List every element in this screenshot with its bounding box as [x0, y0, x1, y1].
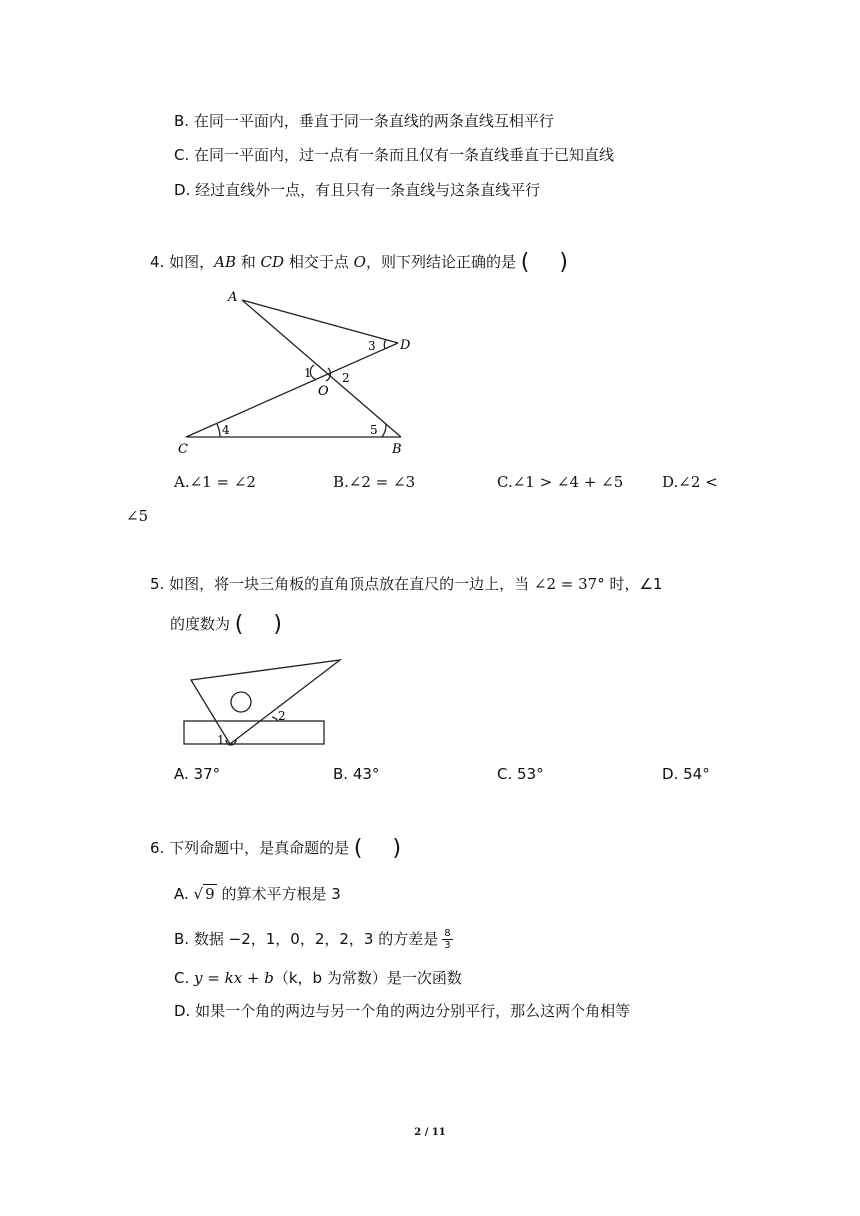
- q5-stem-angle: ∠2 = 37°: [533, 575, 605, 593]
- q3-option-b: [174, 111, 554, 131]
- q5-label-1: 1: [217, 733, 225, 747]
- q5-paren-close: ): [273, 612, 282, 637]
- q6-fraction-numerator: 8: [444, 928, 451, 939]
- q6-sqrt: √ 9: [193, 885, 215, 903]
- q4-figure: [170, 285, 430, 460]
- q4-stem-mid: 相交于点: [288, 253, 349, 271]
- q4-label-2: 2: [342, 371, 350, 385]
- q4-segment-ab: [242, 300, 401, 437]
- q4-o: O: [353, 253, 366, 271]
- q4-option-d-wrap: ∠5: [126, 507, 149, 525]
- q3-option-c-text: 在同一平面内，过一点有一条而且仅有一条直线垂直于已知直线: [194, 146, 615, 164]
- q4-option-d: [662, 472, 718, 492]
- q5-triangle: [191, 660, 340, 744]
- q6-paren-open: (: [353, 836, 363, 861]
- q6-option-c-letter: C.: [174, 969, 190, 987]
- q5-number: 5.: [150, 575, 165, 593]
- q4-label-a: A: [228, 290, 238, 305]
- q3-option-c: [174, 145, 614, 165]
- q5-stem-line1: [150, 574, 662, 594]
- q6-paren-close: ): [392, 836, 402, 861]
- q5-option-b-letter: B.: [333, 765, 349, 783]
- q5-paren-open: (: [234, 612, 244, 637]
- q4-stem-post: ，则下列结论正确的是: [365, 253, 516, 271]
- q4-paren-open: (: [520, 250, 530, 275]
- q4-cd: CD: [260, 253, 285, 271]
- q6-option-c-text: （k，b 为常数）是一次函数: [273, 969, 462, 987]
- q5-option-b: [333, 764, 379, 784]
- q4-and: 和: [240, 253, 256, 271]
- q5-triangle-hole: [231, 692, 251, 712]
- q6-option-b-text: 数据: [193, 930, 224, 948]
- q6-option-a-text: 的算术平方根是: [221, 885, 327, 903]
- q6-option-d: [174, 1001, 630, 1021]
- q4-label-3: 3: [368, 339, 376, 353]
- q4-arc-5: [382, 424, 386, 437]
- q6-number: 6.: [150, 839, 165, 857]
- q4-option-b: [333, 472, 415, 492]
- q5-stem-when: 时，∠1: [609, 575, 663, 593]
- q5-label-2: 2: [278, 709, 286, 723]
- q6-option-a-value: 3: [331, 885, 341, 903]
- page-number: 2 / 11: [414, 1127, 446, 1138]
- q4-option-d-text: ∠2 <: [678, 473, 718, 491]
- q6-option-c: [174, 968, 462, 988]
- q5-option-a-text: 37°: [193, 765, 221, 783]
- q3-option-b-text: 在同一平面内，垂直于同一条直线的两条直线互相平行: [193, 112, 554, 130]
- q4-label-4: 4: [222, 423, 230, 437]
- q4-option-b-letter: B.: [333, 473, 349, 491]
- q4-label-5: 5: [370, 423, 378, 437]
- q4-arc-3: [384, 339, 386, 349]
- q5-option-d-letter: D.: [662, 765, 679, 783]
- q4-stem-pre: 如图，: [169, 253, 215, 271]
- q5-option-c-letter: C.: [497, 765, 513, 783]
- q4-option-a: [174, 472, 256, 492]
- q6-fraction: [442, 928, 452, 951]
- q5-ruler: [184, 721, 324, 744]
- q5-option-d: [662, 764, 710, 784]
- q6-option-b-letter: B.: [174, 930, 190, 948]
- q3-option-d-text: 经过直线外一点，有且只有一条直线与这条直线平行: [195, 181, 541, 199]
- q3-option-b-letter: B.: [174, 112, 190, 130]
- q4-option-b-text: ∠2 = ∠3: [348, 473, 416, 491]
- q4-segment-cd: [186, 343, 398, 437]
- q6-fraction-denominator: 3: [444, 940, 451, 951]
- q6-option-c-formula: y = kx + b: [194, 969, 274, 987]
- q4-option-a-text: ∠1 = ∠2: [189, 473, 256, 491]
- q5-figure: [180, 655, 350, 750]
- q4-label-1: 1: [304, 366, 312, 380]
- q5-stem-line2-text: 的度数为: [170, 615, 231, 633]
- q6-stem: [150, 838, 401, 859]
- q6-stem-text: 下列命题中，是真命题的是: [169, 839, 350, 857]
- q3-option-d: [174, 180, 540, 200]
- q6-option-a: [174, 884, 341, 904]
- q4-option-a-letter: A.: [174, 473, 190, 491]
- q5-option-d-text: 54°: [683, 765, 710, 783]
- q4-arc-4: [217, 424, 220, 437]
- q4-segment-ad: [242, 300, 398, 343]
- q6-option-a-letter: A.: [174, 885, 189, 903]
- q5-option-a: [174, 764, 220, 784]
- q4-option-c-text: ∠1 > ∠4 + ∠5: [512, 473, 624, 491]
- q5-stem-text: 如图，将一块三角板的直角顶点放在直尺的一边上，当: [169, 575, 530, 593]
- q4-paren-close: ): [559, 250, 568, 275]
- q5-option-a-letter: A.: [174, 765, 189, 783]
- q4-label-b: B: [392, 442, 402, 457]
- q4-number: 4.: [150, 253, 165, 271]
- q5-option-c: [497, 764, 544, 784]
- q5-option-c-text: 53°: [517, 765, 544, 783]
- q3-option-c-letter: C.: [174, 146, 190, 164]
- q4-option-c: [497, 472, 623, 492]
- q6-option-b-text2: 的方差是: [378, 930, 439, 948]
- q4-label-o: O: [318, 384, 329, 399]
- q6-option-d-letter: D.: [174, 1002, 191, 1020]
- q6-option-b: [174, 928, 453, 951]
- q5-stem-line2: [170, 614, 282, 635]
- q4-ab: AB: [214, 253, 236, 271]
- q5-option-b-text: 43°: [352, 765, 380, 783]
- q6-option-b-data: −2，1，0，2，2，3: [228, 930, 374, 948]
- q4-label-d: D: [400, 338, 411, 353]
- q4-stem: [150, 252, 568, 273]
- q6-sqrt-radicand: 9: [205, 885, 215, 903]
- q4-label-c: C: [178, 442, 188, 457]
- q4-option-d-letter: D.: [662, 473, 679, 491]
- q3-option-d-letter: D.: [174, 181, 191, 199]
- q4-option-c-letter: C.: [497, 473, 513, 491]
- q6-option-d-text: 如果一个角的两边与另一个角的两边分别平行，那么这两个角相等: [195, 1002, 631, 1020]
